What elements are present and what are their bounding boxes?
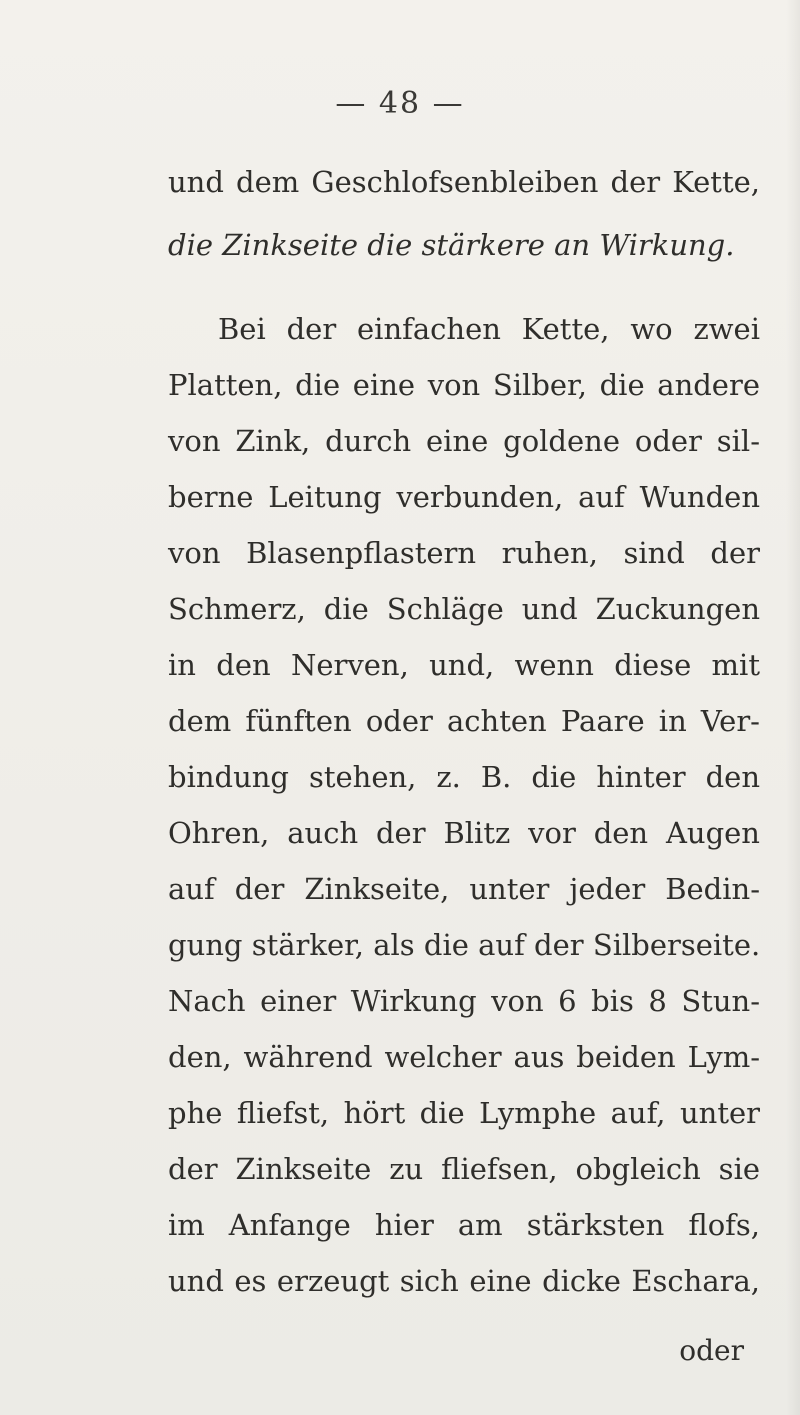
text-line: Schmerz, die Schläge und Zuckungen: [168, 592, 760, 626]
text-line: bindung stehen, z. B. die hinter den: [168, 760, 760, 794]
text-line: Ohren, auch der Blitz vor den Augen: [168, 816, 760, 850]
text-line: Nach einer Wirkung von 6 bis 8 Stun-: [168, 984, 760, 1018]
text-line: phe fliefst, hört die Lymphe auf, unter: [168, 1096, 760, 1130]
text-line: dem fünften oder achten Paare in Ver-: [168, 704, 760, 738]
text-line: der Zinkseite zu fliefsen, obgleich sie: [168, 1152, 760, 1186]
text-line: von Blasenpflastern ruhen, sind der: [168, 536, 760, 570]
text-line: den, während welcher aus beiden Lym-: [168, 1040, 760, 1074]
text-line: berne Leitung verbunden, auf Wunden: [168, 480, 760, 514]
text-line-italic: die Zinkseite die stärkere an Wirkung.: [168, 228, 735, 262]
text-line: gung stärker, als die auf der Silberseite.: [168, 928, 761, 962]
catchword: oder: [679, 1334, 744, 1367]
text-line: in den Nerven, und, wenn diese mit: [168, 648, 760, 682]
text-line: Platten, die eine von Silber, die andere: [168, 368, 760, 402]
text-line: und dem Geschlofsenbleiben der Kette,: [168, 165, 760, 199]
text-line: und es erzeugt sich eine dicke Eschara,: [168, 1264, 760, 1298]
text-line: im Anfange hier am stärksten flofs,: [168, 1208, 760, 1242]
page-edge-shadow: [786, 0, 800, 1415]
page-number: — 48 —: [335, 86, 465, 121]
paragraph-first-line: Bei der einfachen Kette, wo zwei: [218, 312, 760, 346]
text-line: auf der Zinkseite, unter jeder Bedin-: [168, 872, 760, 906]
text-line: von Zink, durch eine goldene oder sil-: [168, 424, 760, 458]
